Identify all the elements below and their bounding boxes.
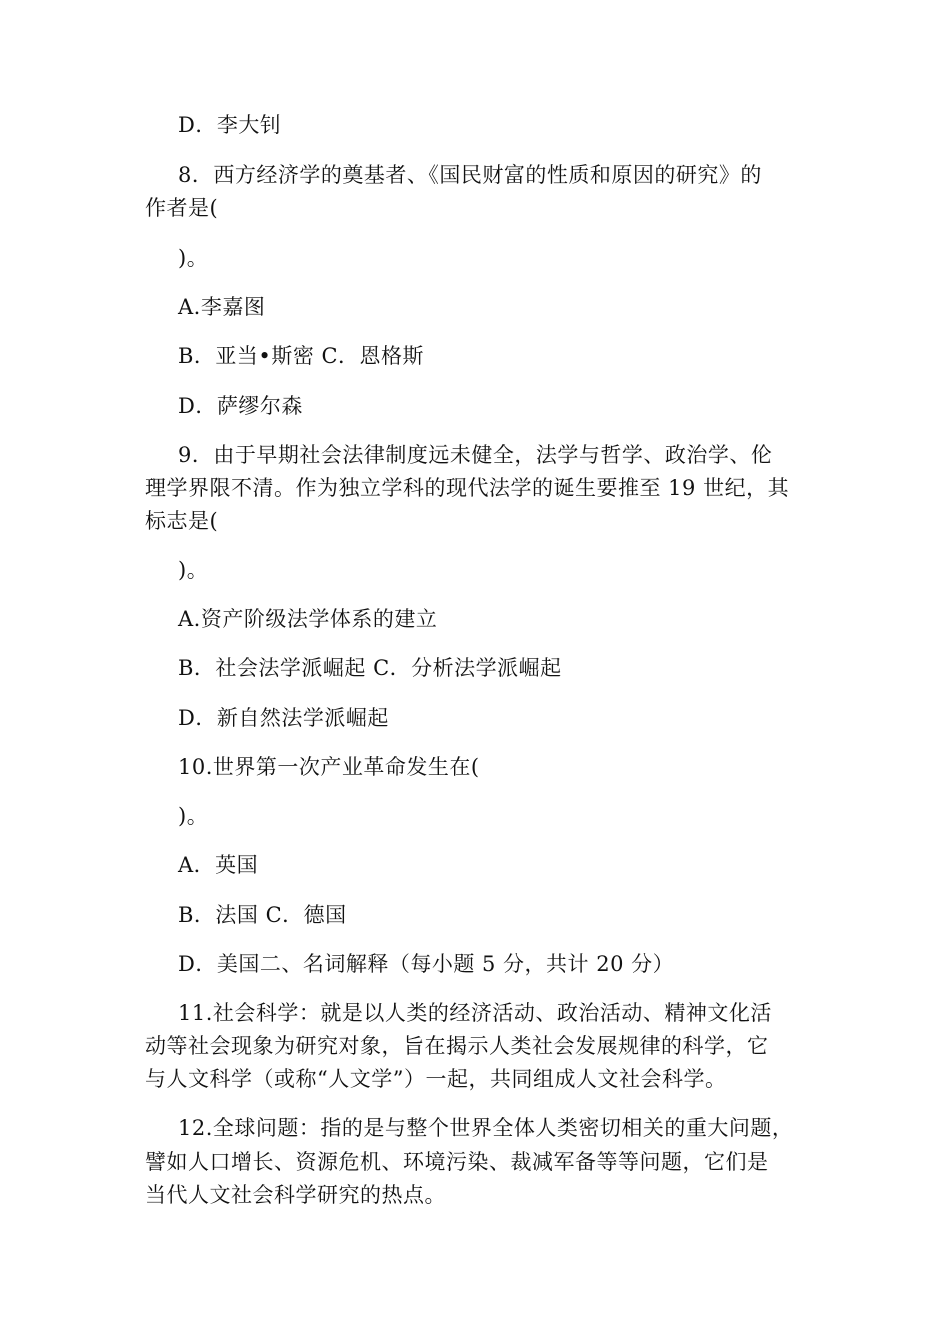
- q10-question: 10.世界第一次产业革命发生在(: [178, 755, 480, 779]
- q8-question-end: )。: [178, 246, 209, 270]
- q9-option-d: D．新自然法学派崛起: [178, 706, 389, 730]
- q8-option-d: D．萨缪尔森: [178, 394, 303, 418]
- q8-question-line-2: 作者是(: [145, 196, 219, 220]
- q8-question-line-1: 8．西方经济学的奠基者、《国民财富的性质和原因的研究》的: [178, 163, 762, 187]
- q12-answer-line-2: 譬如人口增长、资源危机、环境污染、裁减军备等等问题，它们是: [145, 1150, 769, 1174]
- q9-question-line-1: 9．由于早期社会法律制度远未健全，法学与哲学、政治学、伦: [178, 443, 773, 467]
- q9-question-end: )。: [178, 558, 209, 582]
- q11-answer-line-3: 与人文科学（或称“人文学”）一起，共同组成人文社会科学。: [145, 1067, 727, 1091]
- q11-answer-line-1: 11.社会科学：就是以人类的经济活动、政治活动、精神文化活: [178, 1001, 772, 1025]
- q9-option-a: A.资产阶级法学体系的建立: [178, 607, 438, 631]
- q8-option-bc: B．亚当•斯密 C．恩格斯: [178, 344, 425, 368]
- q9-question-line-2: 理学界限不清。作为独立学科的现代法学的诞生要推至 19 世纪，其: [145, 476, 790, 500]
- q10-option-bc: B．法国 C．德国: [178, 903, 347, 927]
- q10-question-end: )。: [178, 804, 209, 828]
- q10-option-a: A．英国: [178, 853, 259, 877]
- q12-answer-line-3: 当代人文社会科学研究的热点。: [145, 1183, 446, 1207]
- q11-answer-line-2: 动等社会现象为研究对象，旨在揭示人类社会发展规律的科学，它: [145, 1034, 769, 1058]
- q9-option-bc: B．社会法学派崛起 C．分析法学派崛起: [178, 656, 562, 680]
- q10-option-d-section-heading: D．美国二、名词解释（每小题 5 分，共计 20 分）: [178, 952, 675, 976]
- q12-answer-line-1: 12.全球问题：指的是与整个世界全体人类密切相关的重大问题，: [178, 1116, 794, 1140]
- q9-question-line-3: 标志是(: [145, 509, 219, 533]
- q8-option-a: A.李嘉图: [178, 295, 266, 319]
- q7-option-d: D．李大钊: [178, 113, 282, 137]
